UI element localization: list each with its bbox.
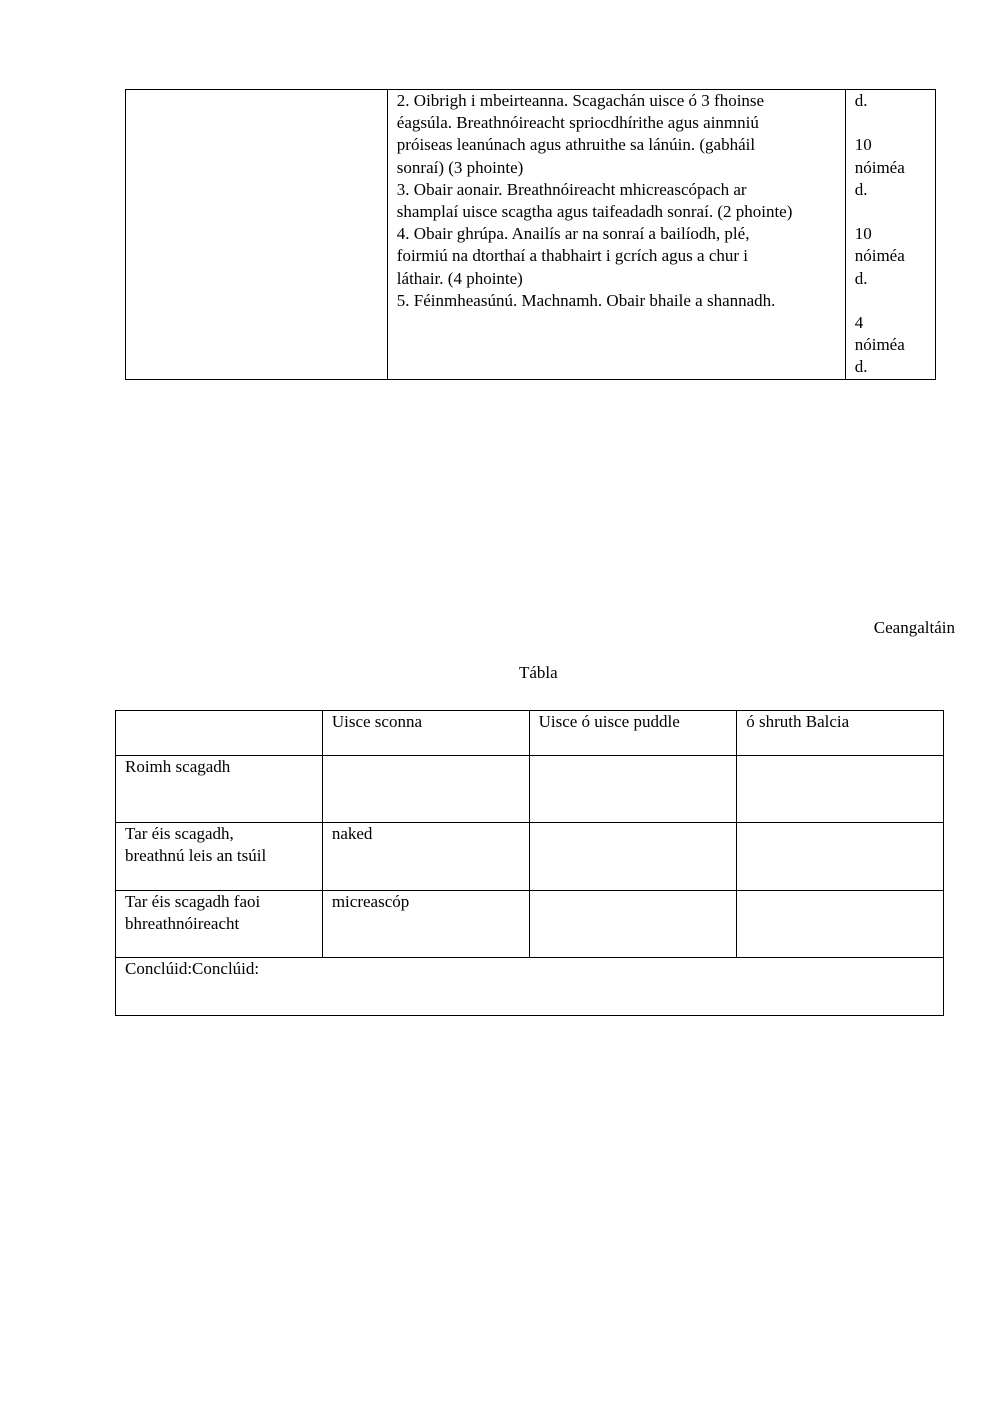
links-label: Ceangaltáin bbox=[873, 618, 955, 637]
table-row bbox=[116, 756, 944, 823]
row-label: bhreathnóireacht bbox=[125, 914, 240, 933]
table-row bbox=[116, 891, 944, 958]
time-line: nóiméa bbox=[854, 246, 905, 266]
table-header-row bbox=[116, 711, 944, 756]
time-line: 10 bbox=[854, 224, 872, 244]
table-title: Tábla bbox=[519, 663, 558, 682]
time-line: d. bbox=[854, 91, 868, 110]
step-line: shamplaí uisce scagtha agus taifeadadh sonraí. (2 phointe) bbox=[396, 202, 793, 222]
conclusion-cell: Conclúid:Conclúid: bbox=[116, 958, 944, 1016]
time-line: nóiméa bbox=[854, 335, 905, 355]
step-line: 3. Obair aonair. Breathnóireacht mhicreascópach ar bbox=[396, 179, 747, 199]
time-line: nóiméa bbox=[854, 157, 905, 177]
lesson-steps-cell bbox=[387, 90, 845, 380]
row-label: Tar éis scagadh faoi bbox=[125, 892, 261, 911]
table-cell bbox=[322, 756, 529, 823]
lesson-plan-row bbox=[126, 90, 936, 380]
time-line: 4 bbox=[854, 312, 864, 332]
table-cell bbox=[529, 823, 737, 891]
step-line: 5. Féinmheasúnú. Machnamh. Obair bhaile a shannadh. bbox=[396, 290, 776, 310]
step-line: próiseas leanúnach agus athruithe sa lánúin. (gabháil bbox=[396, 135, 756, 155]
header-cell: Uisce sconna bbox=[322, 711, 529, 756]
row-label-cell bbox=[116, 756, 323, 823]
time-line: d. bbox=[854, 179, 868, 199]
table-cell: micreascóp bbox=[322, 891, 529, 958]
time-line: d. bbox=[854, 268, 868, 288]
table-row bbox=[116, 823, 944, 891]
lesson-time-cell bbox=[845, 90, 935, 380]
time-line: d. bbox=[854, 357, 868, 377]
table-cell bbox=[529, 891, 737, 958]
table-cell bbox=[737, 756, 944, 823]
table-cell bbox=[737, 891, 944, 958]
step-line: 2. Oibrigh i mbeirteanna. Scagachán uisce ó 3 fhoinse bbox=[396, 91, 765, 110]
row-label-cell bbox=[116, 891, 323, 958]
results-table bbox=[115, 710, 944, 1016]
conclusion-row bbox=[116, 958, 944, 1016]
lesson-plan-table bbox=[125, 89, 936, 380]
table-cell: naked bbox=[322, 823, 529, 891]
row-label: breathnú leis an tsúil bbox=[125, 846, 267, 865]
row-label-cell bbox=[116, 823, 323, 891]
header-cell: ó shruth Balcia bbox=[737, 711, 944, 756]
time-line: 10 bbox=[854, 135, 872, 155]
lesson-plan-empty-cell bbox=[126, 90, 388, 380]
row-label: Roimh scagadh bbox=[125, 757, 231, 776]
header-cell bbox=[116, 711, 323, 756]
row-label: Tar éis scagadh, bbox=[125, 824, 234, 843]
step-line: láthair. (4 phointe) bbox=[396, 268, 523, 288]
step-line: 4. Obair ghrúpa. Anailís ar na sonraí a bailíodh, plé, bbox=[396, 224, 750, 244]
step-line: sonraí) (3 phointe) bbox=[396, 157, 524, 177]
table-cell bbox=[529, 756, 737, 823]
step-line: foirmiú na dtorthaí a thabhairt i gcrích agus a chur i bbox=[396, 246, 749, 266]
step-line: éagsúla. Breathnóireacht spriocdhírithe agus ainmniú bbox=[396, 113, 759, 133]
header-cell: Uisce ó uisce puddle bbox=[529, 711, 737, 756]
table-cell bbox=[737, 823, 944, 891]
